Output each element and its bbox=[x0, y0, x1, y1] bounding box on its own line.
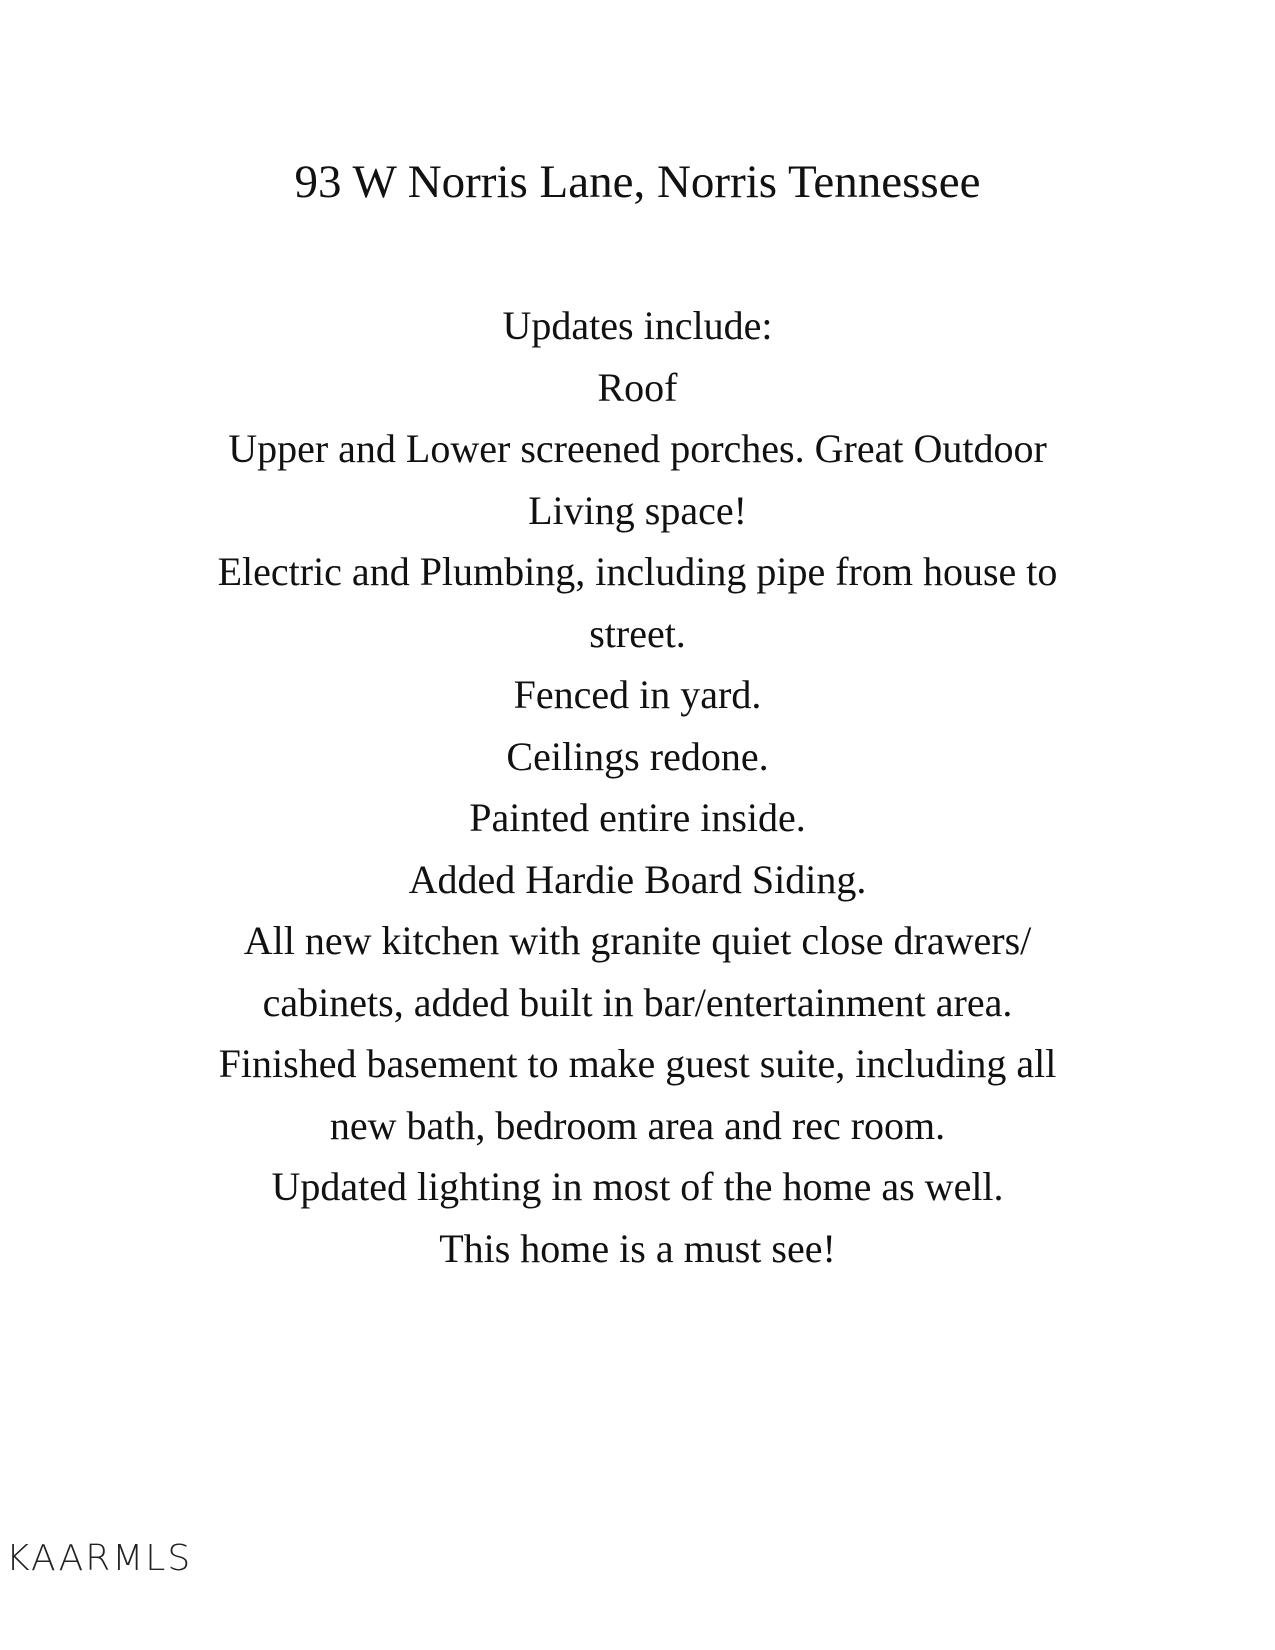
update-line: street. bbox=[589, 610, 686, 656]
update-line: Roof bbox=[597, 364, 678, 410]
updates-heading: Updates include: bbox=[502, 303, 773, 348]
update-line: Fenced in yard. bbox=[513, 672, 762, 717]
update-line: Painted entire inside. bbox=[469, 795, 806, 840]
update-line: This home is a must see! bbox=[439, 1225, 836, 1271]
update-line: Electric and Plumbing, including pipe from house to bbox=[217, 549, 1058, 594]
page-title: 93 W Norris Lane, Norris Tennessee bbox=[294, 156, 981, 208]
update-line: Added Hardie Board Siding. bbox=[408, 856, 867, 902]
update-line: Updated lighting in most of the home as well. bbox=[271, 1164, 1004, 1209]
update-line: Living space! bbox=[528, 487, 747, 533]
updates-list bbox=[115, 295, 1160, 1279]
update-line: cabinets, added built in bar/entertainment area. bbox=[262, 979, 1013, 1025]
update-line: new bath, bedroom area and rec room. bbox=[329, 1102, 946, 1148]
update-line: Finished basement to make guest suite, including all bbox=[218, 1041, 1057, 1086]
update-line: Upper and Lower screened porches. Great Outdoor bbox=[228, 426, 1047, 471]
update-line: All new kitchen with granite quiet close drawers/ bbox=[243, 918, 1032, 963]
mls-watermark: KAARMLS bbox=[6, 1538, 193, 1579]
update-line: Ceilings redone. bbox=[506, 733, 769, 779]
